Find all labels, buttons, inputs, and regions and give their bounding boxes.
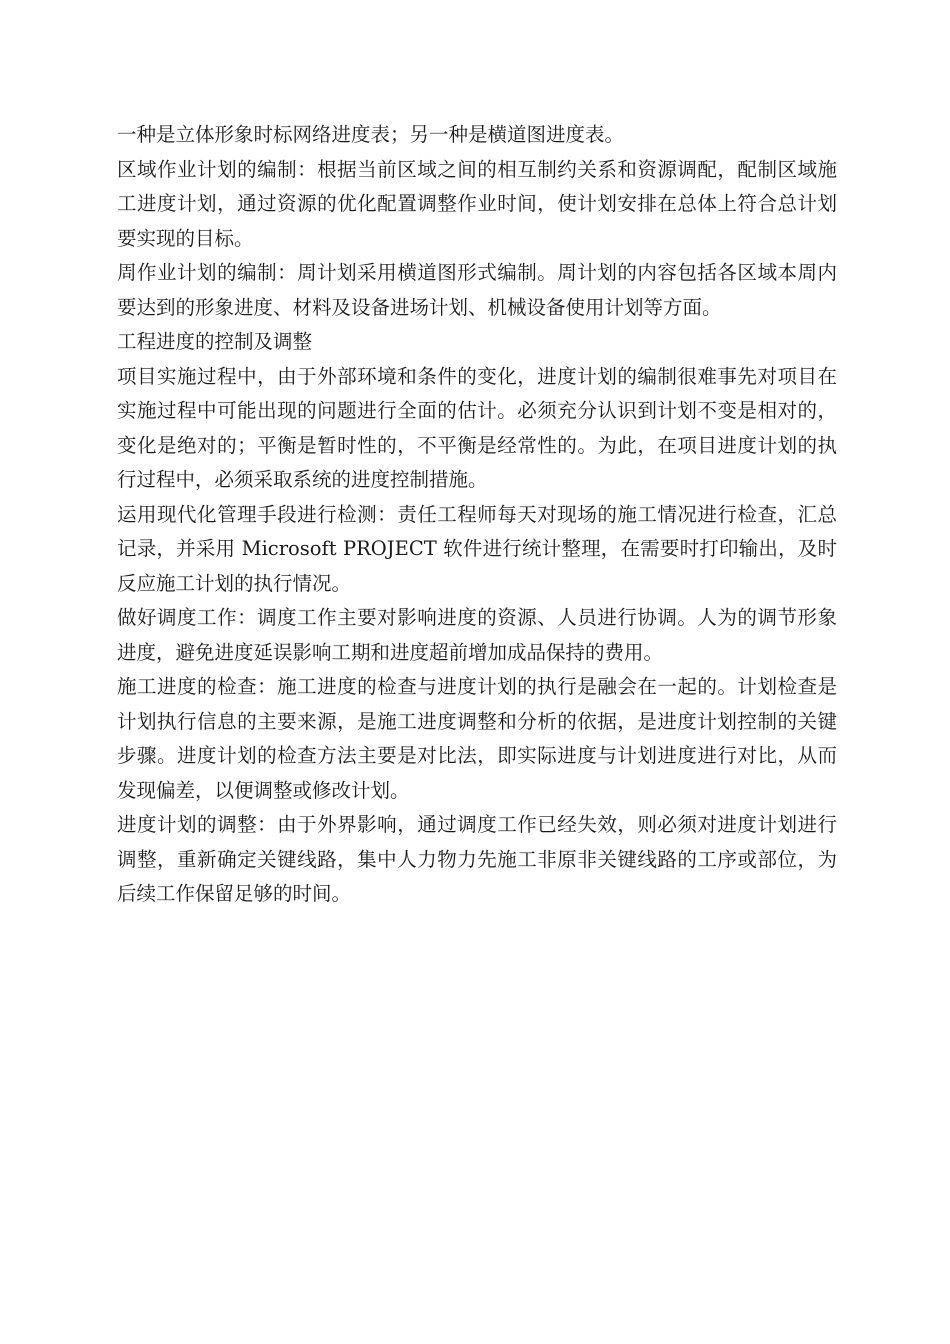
paragraph-area-plan: 区域作业计划的编制：根据当前区域之间的相互制约关系和资源调配，配制区域施工进度计划，通过资源的优化配置调整作业时间，使计划安排在总体上符合总计划要实现的目标。 [117, 157, 837, 250]
paragraph-network-schedule: 一种是立体形象时标网络进度表；另一种是横道图进度表。 [117, 123, 625, 146]
paragraph-dispatching: 做好调度工作：调度工作主要对影响进度的资源、人员进行协调。人为的调节形象进度，避免进度延误影响工期和进度超前增加成品保持的费用。 [117, 606, 837, 664]
paragraph-implementation: 项目实施过程中，由于外部环境和条件的变化，进度计划的编制很难事先对项目在实施过程中可能出现的问题进行全面的估计。必须充分认识到计划不变是相对的，变化是绝对的；平衡是暂时性的，不平衡是经常性的。为此，在项目进度计划的执行过程中，必须采取系统的进度控制措施。 [117, 364, 837, 491]
paragraph-weekly-plan: 周作业计划的编制：周计划采用横道图形式编制。周计划的内容包括各区域本周内要达到的形象进度、材料及设备进场计划、机械设备使用计划等方面。 [117, 261, 837, 319]
paragraph-adjustment: 进度计划的调整：由于外界影响，通过调度工作已经失效，则必须对进度计划进行调整，重新确定关键线路，集中人力物力先施工非原非关键线路的工序或部位，为后续工作保留足够的时间。 [117, 813, 837, 905]
document-body [117, 118, 837, 912]
paragraph-inspection: 施工进度的检查：施工进度的检查与进度计划的执行是融会在一起的。计划检查是计划执行信息的主要来源，是施工进度调整和分析的依据，是进度计划控制的关键步骤。进度计划的检查方法主要是对比法，即实际进度与计划进度进行对比，从而发现偏差，以便调整或修改计划。 [117, 675, 837, 802]
section-heading-progress-control: 工程进度的控制及调整 [117, 330, 313, 353]
paragraph-monitoring: 运用现代化管理手段进行检测：责任工程师每天对现场的施工情况进行检查，汇总记录，并采用 Microsoft PROJECT 软件进行统计整理，在需要时打印输出，及时反应施工计划的执行情况。 [117, 502, 837, 595]
